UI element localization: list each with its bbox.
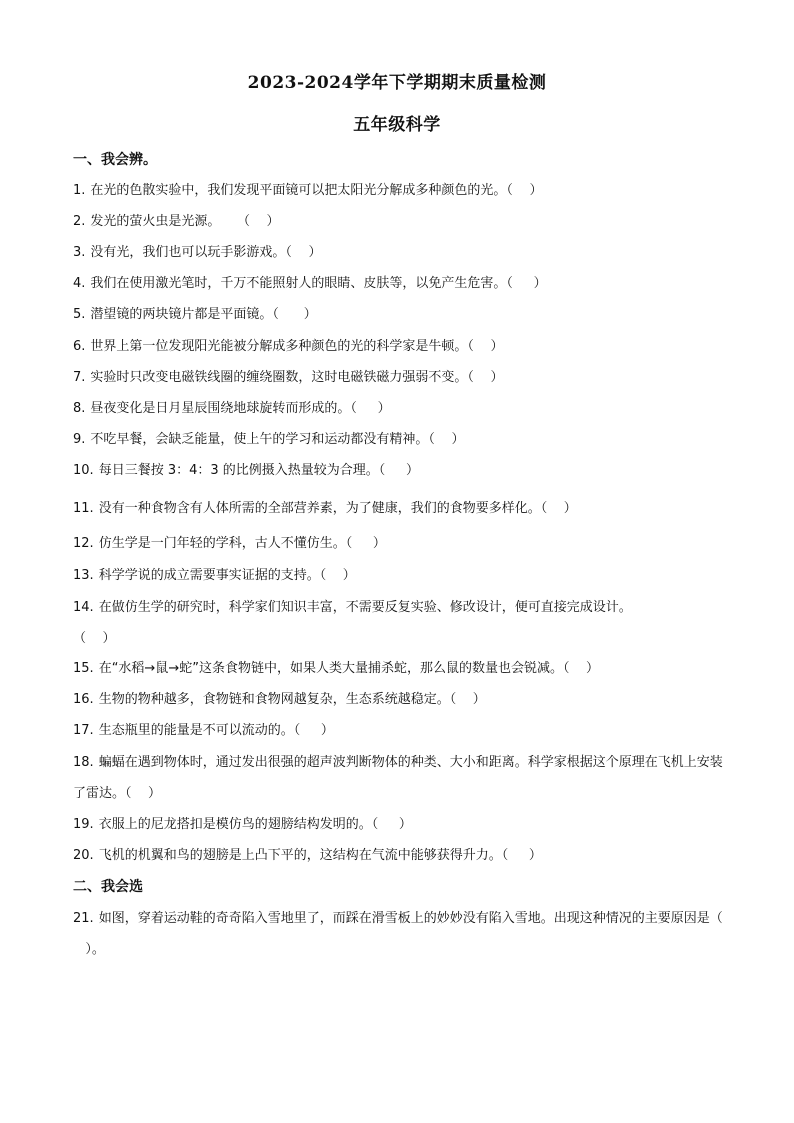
answer-blank-close: ） [342,568,356,583]
question-6 [73,337,723,357]
question-text: 仿生学是一门年轻的学科，古人不懂仿生。（ [98,536,353,551]
answer-blank[interactable] [73,934,85,965]
question-text: 潜望镜的两块镜片都是平面镜。（ [90,307,279,322]
answer-blank[interactable] [569,659,586,679]
question-number: 10. [73,463,94,478]
answer-blank-close: ） [266,214,280,229]
question-11 [73,499,723,519]
answer-blank[interactable] [513,181,530,201]
answer-blank[interactable] [508,846,529,866]
document-title: 2023-2024学年下学期期末质量检测 [247,73,547,93]
answer-blank-close: ） [148,786,162,801]
answer-blank-close: ） [377,401,391,416]
question-10 [73,461,723,481]
question-number: 9. [73,432,86,447]
answer-blank-close: ） [533,276,547,291]
answer-blank[interactable] [435,430,452,450]
question-number: 6. [73,339,86,354]
question-number: 8. [73,401,86,416]
answer-blank[interactable] [456,690,473,710]
question-15 [73,659,723,679]
answer-blank[interactable]: （ [73,631,103,646]
answer-blank-close: ） [308,245,322,260]
question-number: 4. [73,276,86,291]
answer-blank[interactable] [385,461,406,481]
question-17 [73,721,723,741]
question-3 [73,243,723,263]
answer-blank-close: ） [563,501,577,516]
question-8 [73,399,723,419]
question-1 [73,181,723,201]
question-9 [73,430,723,450]
question-2 [73,212,723,232]
answer-blank-close: ） [102,631,116,646]
question-text: 没有一种食物含有人体所需的全部营养素，为了健康，我们的食物要多样化。（ [98,501,548,516]
question-number: 21. [73,911,94,926]
answer-blank[interactable] [474,368,491,388]
answer-blank[interactable] [513,274,534,294]
section-heading-choose: 二、我会选 [73,879,143,895]
question-text: 蝙蝠在遇到物体时，通过发出很强的超声波判断物体的种类、大小和距离。科学家根据这个原理在飞机上安装了雷达。（ [73,755,723,801]
question-number: 1. [73,183,86,198]
answer-blank-close: ） [585,661,599,676]
answer-blank[interactable] [547,499,564,519]
question-number: 3. [73,245,86,260]
answer-blank[interactable] [132,778,149,809]
question-text: 如图，穿着运动鞋的奇奇陷入雪地里了，而踩在滑雪板上的妙妙没有陷入雪地。出现这种情况的主要原因是（ [98,911,723,926]
question-text: 生态瓶里的能量是不可以流动的。（ [98,723,301,738]
question-7 [73,368,723,388]
question-text: 发光的萤火虫是光源。 [90,214,221,229]
question-number: 13. [73,568,94,583]
question-13 [73,566,723,586]
question-number: 11. [73,501,94,516]
question-text: 实验时只改变电磁铁线圈的缠绕圈数，这时电磁铁磁力强弱不变。（ [90,370,474,385]
answer-blank-close: ） [490,370,504,385]
answer-blank[interactable] [292,243,309,263]
question-12 [73,534,723,554]
answer-blank-close: ） [472,692,486,707]
question-text: 我们在使用激光笔时，千万不能照射人的眼睛、皮肤等，以免产生危害。（ [90,276,513,291]
answer-blank-close: ） [529,183,543,198]
question-text: 飞机的机翼和鸟的翅膀是上凸下平的，这结构在气流中能够获得升力。（ [98,848,509,863]
question-number: 5. [73,307,86,322]
answer-blank[interactable] [474,337,491,357]
question-text: 科学学说的成立需要事实证据的支持。（ [98,568,327,583]
question-number: 18. [73,755,94,770]
question-text: 在做仿生学的研究时，科学家们知识丰富，不需要反复实验、修改设计，便可直接完成设计。 [98,600,632,615]
document-subtitle: 五年级科学 [353,115,441,135]
question-text: 衣服上的尼龙搭扣是模仿鸟的翅膀结构发明的。（ [98,817,379,832]
answer-blank[interactable]: （ [220,214,267,229]
section-heading-judge: 一、我会辨。 [73,152,157,168]
answer-blank[interactable] [326,566,343,586]
question-text: 每日三餐按 3：4：3 的比例摄入热量较为合理。（ [98,463,386,478]
question-number: 20. [73,848,94,863]
question-number: 12. [73,536,94,551]
question-number: 16. [73,692,94,707]
question-4 [73,274,723,294]
answer-blank-close: ） [372,536,386,551]
answer-blank-close: ） [451,432,465,447]
question-text: 没有光，我们也可以玩手影游戏。（ [90,245,292,260]
question-5 [73,305,723,325]
question-19 [73,815,723,835]
answer-blank-close: ） [398,817,412,832]
answer-blank[interactable] [352,534,373,554]
question-number: 15. [73,661,94,676]
answer-blank-close: ） [490,339,504,354]
question-text: 在光的色散实验中，我们发现平面镜可以把太阳光分解成多种颜色的光。（ [90,183,513,198]
question-text: 在“水稻→鼠→蛇”这条食物链中，如果人类大量捕杀蛇，那么鼠的数量也会锐减。（ [98,661,570,676]
question-text: 生物的物种越多，食物链和食物网越复杂，生态系统越稳定。（ [98,692,457,707]
question-16 [73,690,723,710]
answer-blank[interactable] [357,399,378,419]
answer-blank-close: ） [528,848,542,863]
question-18 [73,747,723,809]
question-number: 7. [73,370,86,385]
question-21 [73,903,723,965]
question-number: 14. [73,600,94,615]
answer-blank[interactable] [300,721,321,741]
answer-blank-close: ）。 [85,942,105,957]
question-number: 2. [73,214,86,229]
question-number: 19. [73,817,94,832]
question-text: 不吃早餐，会缺乏能量，使上午的学习和运动都没有精神。（ [90,432,435,447]
question-number: 17. [73,723,94,738]
answer-blank[interactable] [279,305,304,325]
answer-blank[interactable] [378,815,399,835]
question-14 [73,592,723,654]
answer-blank-close: ） [320,723,334,738]
answer-blank-close: ） [303,307,317,322]
question-20 [73,846,723,866]
question-text: 昼夜变化是日月星辰围绕地球旋转而形成的。（ [90,401,357,416]
question-text: 世界上第一位发现阳光能被分解成多种颜色的光的科学家是牛顿。（ [90,339,474,354]
answer-blank-close: ） [405,463,419,478]
